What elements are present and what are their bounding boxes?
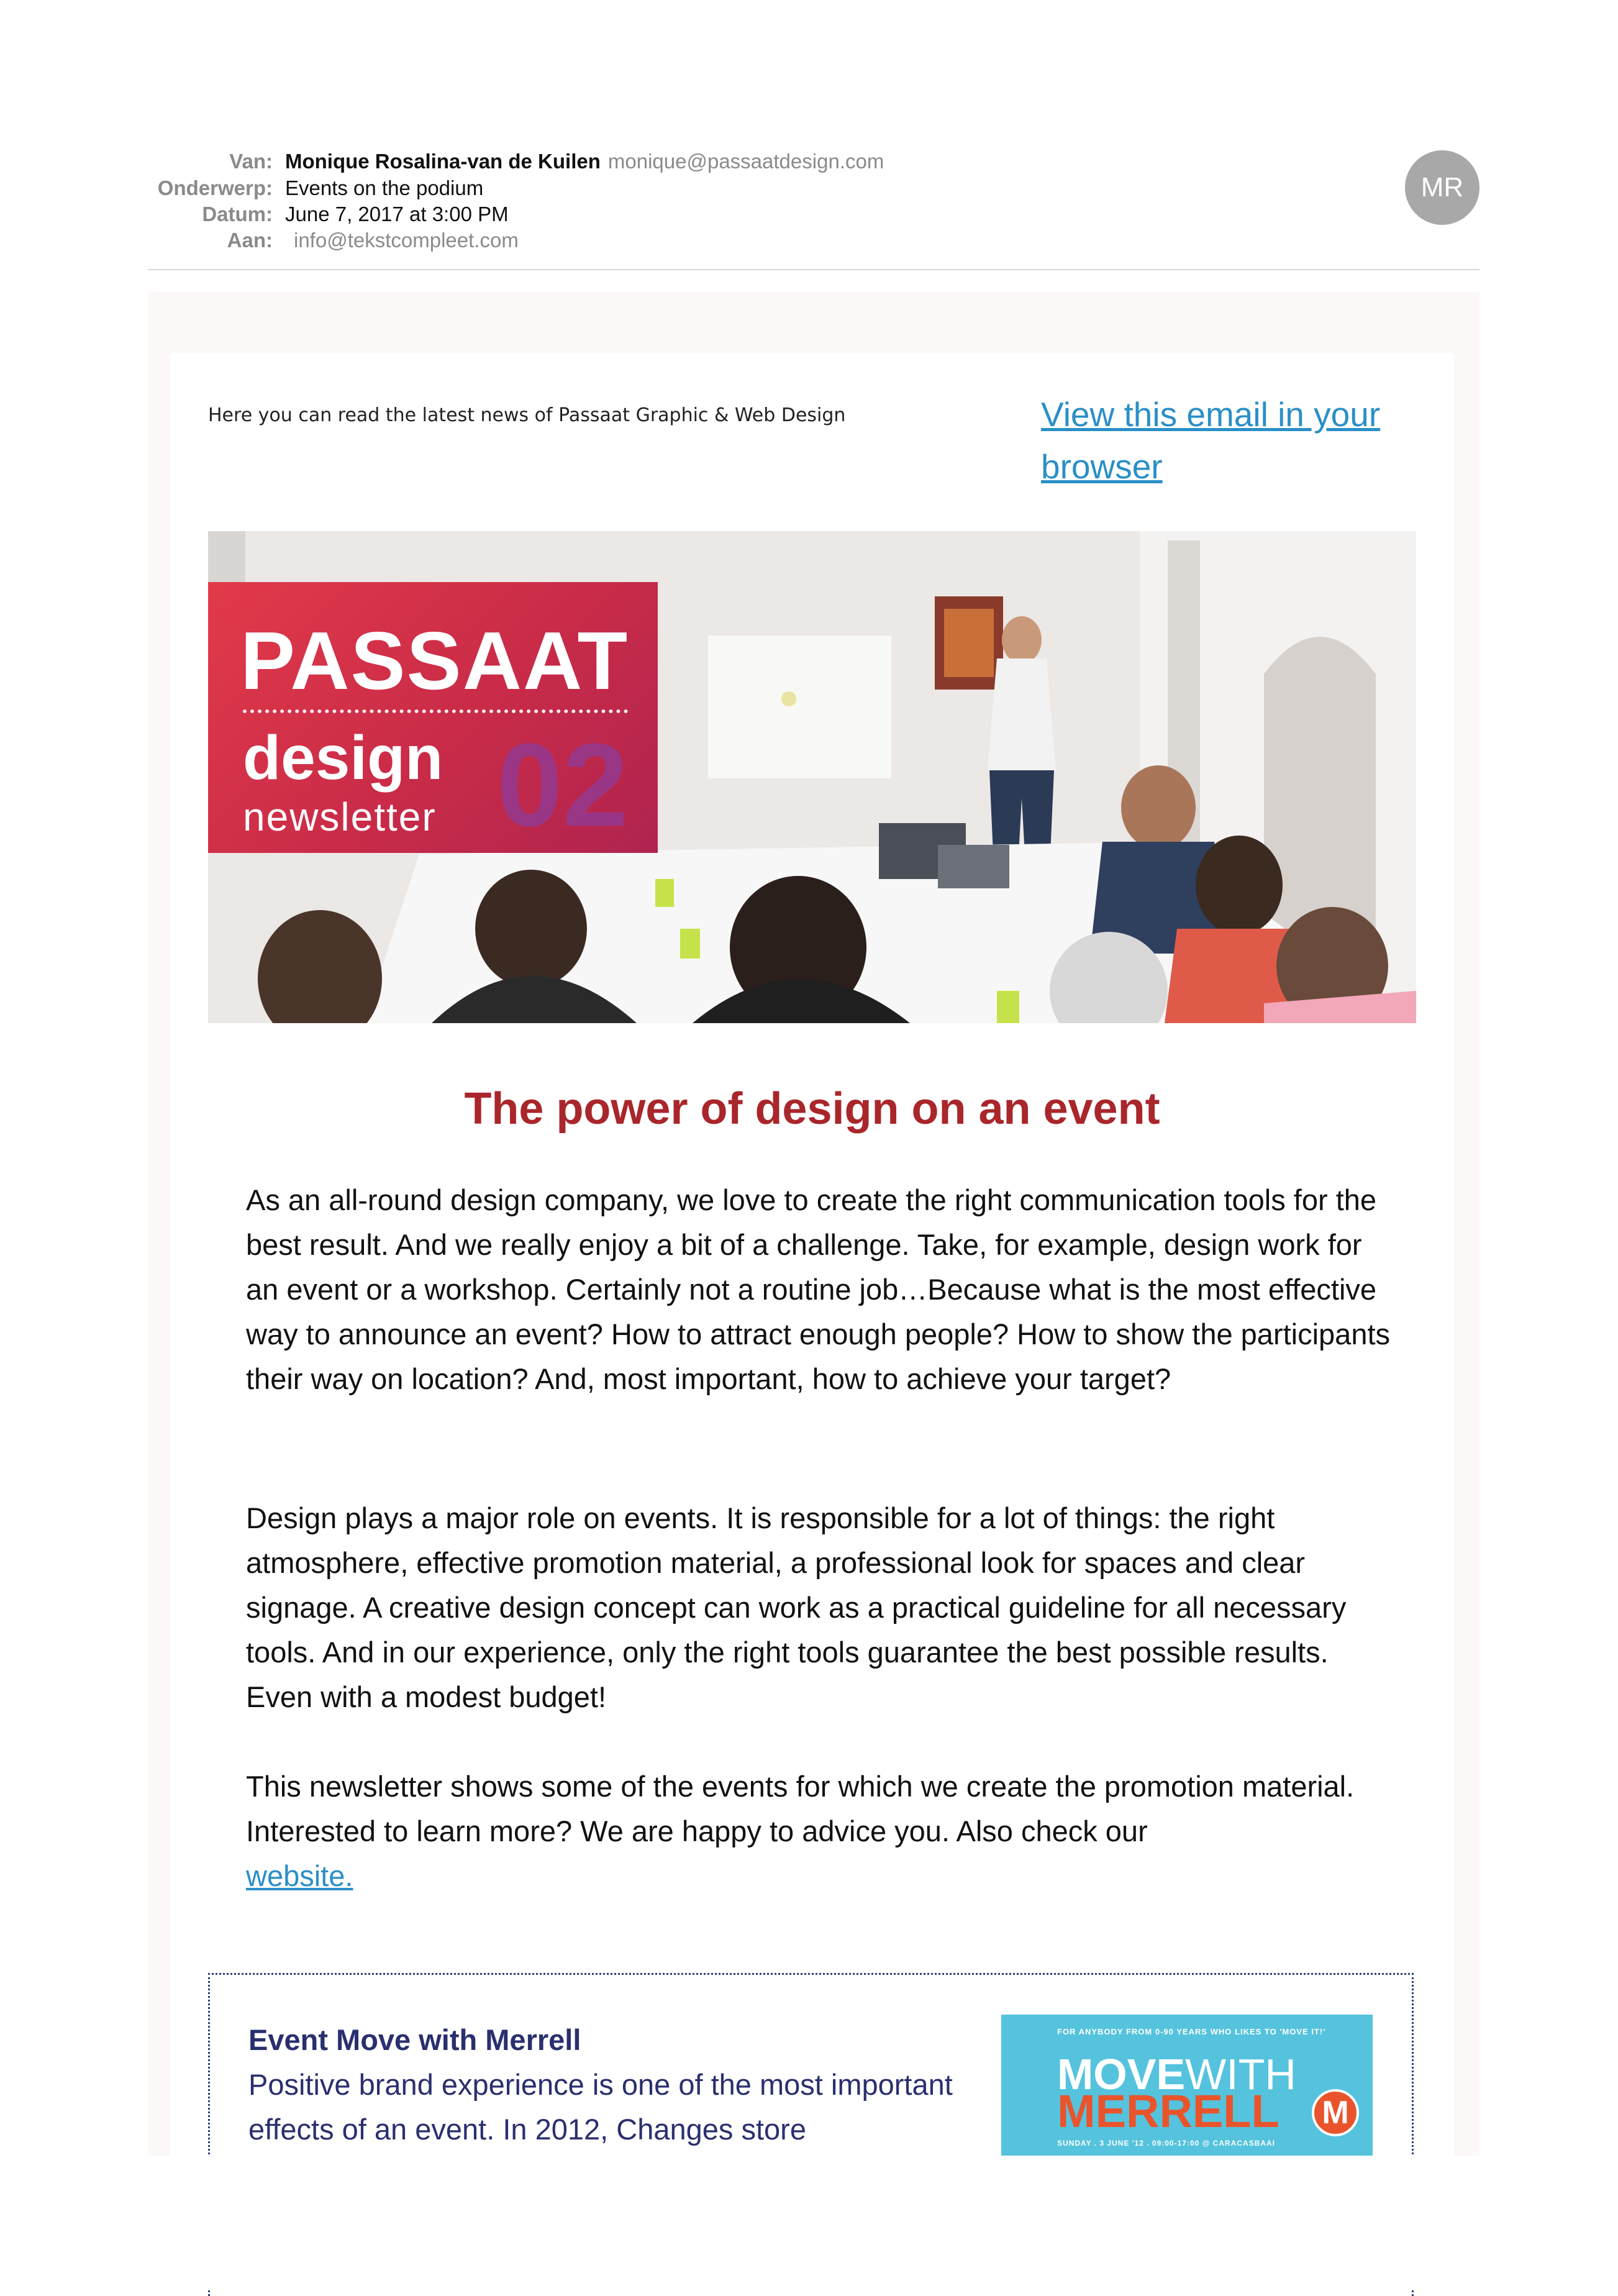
body-paragraph-1: As an all-round design company, we love to create the right communication tools for the best result. And we really enjoy a bit of a challenge. Take, for example, design work for an event or a workshop. Certainly not a routine job…Because what is the most effective way to announce an event? How to attract enough people? How to show the participants their way on location? And, most important, how to achieve your target? xyxy=(246,1183,1391,1395)
poster-tagline: FOR ANYBODY FROM 0-90 YEARS WHO LIKES TO 'MOVE IT!' xyxy=(1057,2027,1326,2036)
logo-design-word: design xyxy=(243,723,443,793)
subject-value: Events on the podium xyxy=(285,176,484,199)
from-value xyxy=(285,148,884,175)
merrell-m-badge: M xyxy=(1312,2089,1359,2136)
subject-label: Onderwerp: xyxy=(157,176,273,199)
event-text: Positive brand experience is one of the most important effects of an event. In 2012, Changes store xyxy=(248,2068,953,2146)
headline: The power of design on an event xyxy=(464,1084,1160,1134)
logo-newsletter-word: newsletter xyxy=(243,795,437,839)
from-name: Monique Rosalina-van de Kuilen xyxy=(285,150,601,173)
view-in-browser-link[interactable]: View this email in your browser xyxy=(1041,395,1381,486)
from-email[interactable]: monique@passaatdesign.com xyxy=(607,150,884,173)
to-value[interactable]: info@tekstcompleet.com xyxy=(294,229,519,252)
poster-move: MOVE xyxy=(1057,2050,1186,2098)
website-link[interactable]: website. xyxy=(246,1859,353,1892)
body-paragraph-3-text: This newsletter shows some of the events for which we create the promotion material. Interested to learn more? We are happy to advice you. Also check our xyxy=(246,1770,1355,1847)
logo-issue-number: 02 xyxy=(497,719,629,851)
event-title: Event Move with Merrell xyxy=(248,2023,581,2056)
to-label: Aan: xyxy=(227,229,273,252)
poster-merrell: MERRELL xyxy=(1057,2085,1279,2137)
body-paragraph-2: Design plays a major role on events. It is responsible for a lot of things: the right atmosphere, effective promotion material, a professional look for spaces and clear signage. A creative design concept can work as a practical guideline for all necessary tools. And in our experience, only the right tools guarantee the best possible results. Even with a modest budget! xyxy=(246,1501,1347,1713)
move-with-merrell-poster[interactable] xyxy=(1001,2015,1373,2156)
poster-date: SUNDAY . 3 JUNE '12 . 09:00-17:00 @ CARACASBAAI xyxy=(1057,2139,1275,2148)
preheader-text: Here you can read the latest news of Passaat Graphic & Web Design xyxy=(208,404,846,426)
date-label: Datum: xyxy=(202,203,273,226)
header-divider xyxy=(148,269,1479,270)
date-value: June 7, 2017 at 3:00 PM xyxy=(285,203,509,226)
logo-title: PASSAAT xyxy=(240,615,629,706)
logo-dotted-rule xyxy=(243,709,628,713)
poster-with: WITH xyxy=(1185,2050,1296,2098)
avatar: MR xyxy=(1405,150,1479,225)
subject-row xyxy=(0,175,1618,202)
from-row xyxy=(0,148,1618,175)
body-paragraph-3 xyxy=(246,1764,1401,1898)
date-row xyxy=(0,201,1618,228)
to-row xyxy=(0,227,1618,254)
from-label: Van: xyxy=(229,150,273,173)
email-header xyxy=(0,0,1618,273)
page-bottom-margin xyxy=(0,2156,1618,2289)
passaat-newsletter-logo xyxy=(208,582,658,853)
